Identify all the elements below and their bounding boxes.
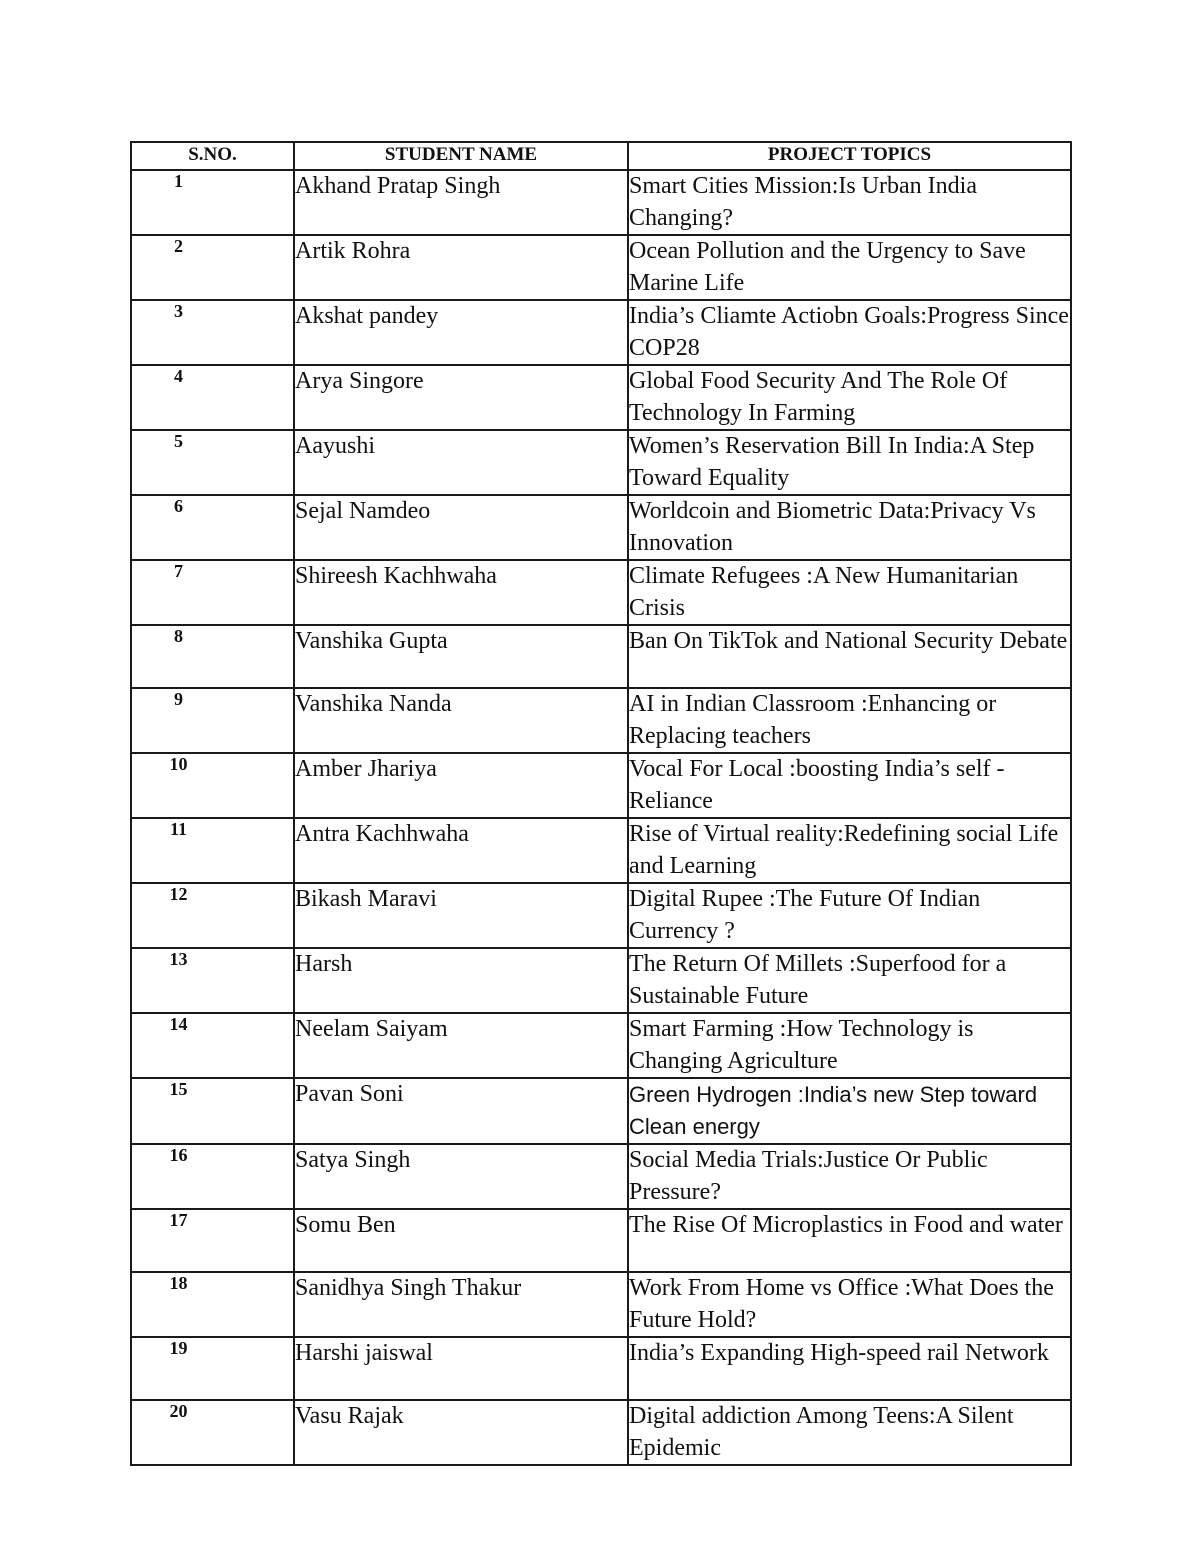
row-student-name: Akshat pandey — [294, 300, 628, 365]
project-topics-table — [130, 141, 1072, 1466]
row-student-name: Satya Singh — [294, 1144, 628, 1209]
row-student-name: Pavan Soni — [294, 1078, 628, 1144]
table-row — [131, 948, 1071, 1013]
row-project-topic: Vocal For Local :boosting India’s self -Reliance — [628, 753, 1071, 818]
table-row — [131, 1209, 1071, 1272]
row-project-topic: Climate Refugees :A New Humanitarian Crisis — [628, 560, 1071, 625]
table-header-row — [131, 142, 1071, 170]
row-student-name: Harsh — [294, 948, 628, 1013]
row-project-topic: Global Food Security And The Role Of Technology In Farming — [628, 365, 1071, 430]
table-row — [131, 430, 1071, 495]
table-row — [131, 300, 1071, 365]
row-sno: 9 — [131, 688, 294, 753]
row-sno: 20 — [131, 1400, 294, 1465]
row-sno: 2 — [131, 235, 294, 300]
table-row — [131, 753, 1071, 818]
row-sno: 12 — [131, 883, 294, 948]
table-row — [131, 170, 1071, 235]
row-sno: 8 — [131, 625, 294, 688]
row-sno: 11 — [131, 818, 294, 883]
header-project-topics: PROJECT TOPICS — [628, 142, 1071, 170]
row-project-topic: The Return Of Millets :Superfood for a Sustainable Future — [628, 948, 1071, 1013]
row-project-topic: Smart Cities Mission:Is Urban India Changing? — [628, 170, 1071, 235]
row-project-topic: India’s Expanding High-speed rail Network — [628, 1337, 1071, 1400]
table-row — [131, 688, 1071, 753]
row-project-topic: Women’s Reservation Bill In India:A Step Toward Equality — [628, 430, 1071, 495]
row-sno: 4 — [131, 365, 294, 430]
row-student-name: Vanshika Nanda — [294, 688, 628, 753]
table-row — [131, 1078, 1071, 1144]
row-sno: 3 — [131, 300, 294, 365]
row-project-topic: Digital Rupee :The Future Of Indian Currency ? — [628, 883, 1071, 948]
table-row — [131, 1337, 1071, 1400]
row-sno: 10 — [131, 753, 294, 818]
row-student-name: Somu Ben — [294, 1209, 628, 1272]
row-sno: 14 — [131, 1013, 294, 1078]
row-project-topic: India’s Cliamte Actiobn Goals:Progress Since COP28 — [628, 300, 1071, 365]
table-row — [131, 818, 1071, 883]
row-student-name: Bikash Maravi — [294, 883, 628, 948]
table-row — [131, 625, 1071, 688]
row-project-topic: Rise of Virtual reality:Redefining social Life and Learning — [628, 818, 1071, 883]
row-project-topic: Work From Home vs Office :What Does the Future Hold? — [628, 1272, 1071, 1337]
table-row — [131, 1144, 1071, 1209]
table-row — [131, 1013, 1071, 1078]
row-student-name: Shireesh Kachhwaha — [294, 560, 628, 625]
table-row — [131, 365, 1071, 430]
row-sno: 13 — [131, 948, 294, 1013]
row-sno: 19 — [131, 1337, 294, 1400]
row-project-topic: Social Media Trials:Justice Or Public Pressure? — [628, 1144, 1071, 1209]
row-project-topic: Ban On TikTok and National Security Debate — [628, 625, 1071, 688]
row-student-name: Antra Kachhwaha — [294, 818, 628, 883]
row-student-name: Amber Jhariya — [294, 753, 628, 818]
row-project-topic: The Rise Of Microplastics in Food and water — [628, 1209, 1071, 1272]
table-row — [131, 495, 1071, 560]
row-project-topic: Smart Farming :How Technology is Changing Agriculture — [628, 1013, 1071, 1078]
row-sno: 18 — [131, 1272, 294, 1337]
row-sno: 5 — [131, 430, 294, 495]
header-student-name: STUDENT NAME — [294, 142, 628, 170]
row-student-name: Arya Singore — [294, 365, 628, 430]
table-row — [131, 1400, 1071, 1465]
row-student-name: Neelam Saiyam — [294, 1013, 628, 1078]
row-project-topic: Green Hydrogen :India’s new Step toward Clean energy — [628, 1078, 1071, 1144]
row-student-name: Aayushi — [294, 430, 628, 495]
row-student-name: Sejal Namdeo — [294, 495, 628, 560]
row-project-topic: Worldcoin and Biometric Data:Privacy Vs Innovation — [628, 495, 1071, 560]
row-project-topic: AI in Indian Classroom :Enhancing or Replacing teachers — [628, 688, 1071, 753]
row-sno: 1 — [131, 170, 294, 235]
table-row — [131, 560, 1071, 625]
table-row — [131, 235, 1071, 300]
row-sno: 15 — [131, 1078, 294, 1144]
row-sno: 17 — [131, 1209, 294, 1272]
row-project-topic: Ocean Pollution and the Urgency to Save Marine Life — [628, 235, 1071, 300]
row-student-name: Sanidhya Singh Thakur — [294, 1272, 628, 1337]
row-sno: 16 — [131, 1144, 294, 1209]
table-row — [131, 1272, 1071, 1337]
row-student-name: Vanshika Gupta — [294, 625, 628, 688]
row-student-name: Artik Rohra — [294, 235, 628, 300]
row-project-topic: Digital addiction Among Teens:A Silent Epidemic — [628, 1400, 1071, 1465]
header-sno: S.NO. — [131, 142, 294, 170]
table-row — [131, 883, 1071, 948]
row-sno: 7 — [131, 560, 294, 625]
row-sno: 6 — [131, 495, 294, 560]
row-student-name: Harshi jaiswal — [294, 1337, 628, 1400]
row-student-name: Vasu Rajak — [294, 1400, 628, 1465]
row-student-name: Akhand Pratap Singh — [294, 170, 628, 235]
